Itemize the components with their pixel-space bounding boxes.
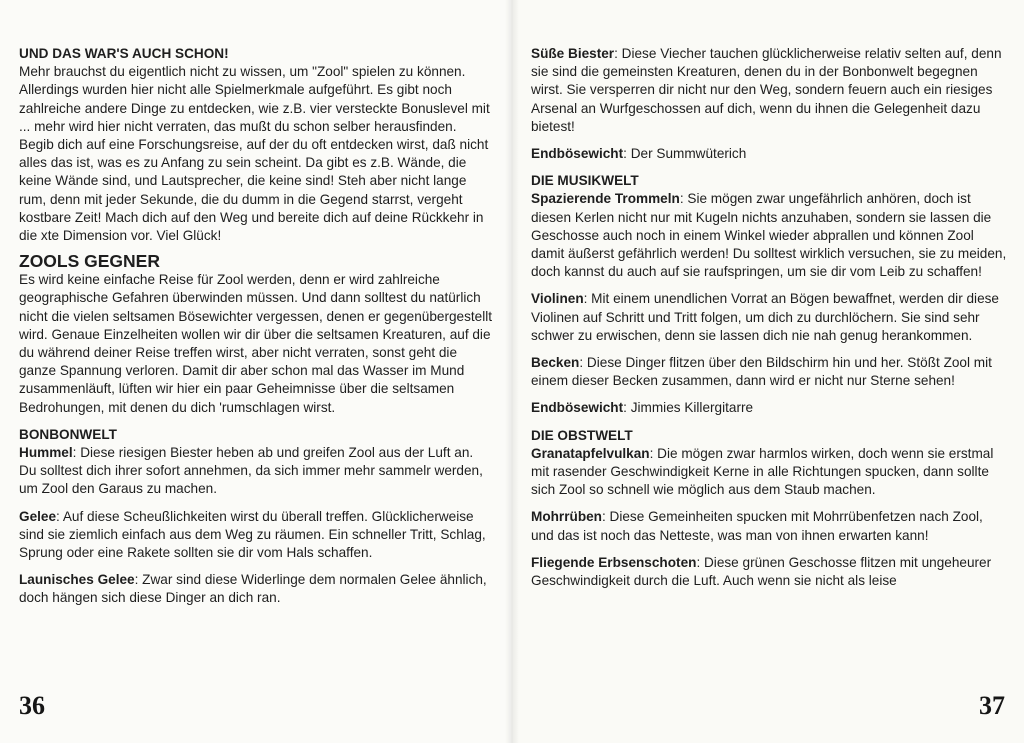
entry-term: Endbösewicht <box>531 146 624 162</box>
entry-term: Launisches Gelee <box>19 572 135 588</box>
entry-mohrrueben <box>531 508 1007 544</box>
page-number-left: 36 <box>19 691 45 720</box>
entry-term: Granatapfelvulkan <box>531 445 650 461</box>
entry-fliegende-erbsenschoten <box>531 554 1007 590</box>
entry-text: : Die mögen zwar harmlos wirken, doch wenn sie erstmal mit rasender Geschwindigkeit Kerne in alle Richtungen spucken, dann sollte sich Zool so schnell wie möglich aus dem Staub machen. <box>531 445 994 498</box>
entry-hummel <box>19 444 493 499</box>
entry-text: : Sie mögen zwar ungefährlich anhören, doch ist diesen Kerlen nicht nur mit Kugeln nichts anzuhaben, sondern sie lassen die Geschosse auch noch in einem Winkel wieder abprallen und können Zool damit äußerst gefährlich werden! Du solltest wirklich versuchen, sie zu meiden, doch kannst du auch auf sie raufspringen, um sie dir vom Leib zu schaffen! <box>531 191 1007 280</box>
intro-heading: UND DAS WAR'S AUCH SCHON! <box>19 46 229 61</box>
entry-term: Gelee <box>19 508 57 524</box>
entry-suesse-biester <box>531 45 1007 136</box>
entry-term: Hummel <box>19 445 73 461</box>
page-number-right: 37 <box>979 691 1005 720</box>
world-heading-bonbon: BONBONWELT <box>19 426 117 442</box>
entry-endboesewicht-music <box>531 399 1007 417</box>
entry-gelee <box>19 508 493 563</box>
entry-text: : Diese Dinger flitzen über den Bildschirm hin und her. Stößt Zool mit einem dieser Becken zusammen, dann wird er nicht nur Sterne sehen! <box>531 355 992 389</box>
entry-text: : Mit einem unendlichen Vorrat an Bögen bewaffnet, werden dir diese Violinen auf Schritt und Tritt folgen, um dich zu durchlöchern. Sie sind sehr schwer zu erwischen, denn sie lassen dich nie nah genug herankommen. <box>531 291 999 343</box>
world-heading-music: DIE MUSIKWELT <box>531 173 639 189</box>
entry-text: : Diese Viecher tauchen glücklicherweise relativ selten auf, denn sie sind die gemeinsten Kreaturen, denen du in der Bonbonwelt begegnen wirst. Sie versperren dir nicht nur den Weg, sondern feuern auch ein riesiges Arsenal an Wurfgeschossen auf dich, wenn du ihnen die Gelegenheit dazu bietest! <box>531 46 1002 134</box>
world-heading-fruit: DIE OBSTWELT <box>531 427 633 443</box>
entry-spazierende-trommeln <box>531 190 1007 281</box>
entry-text: : Diese grünen Geschosse flitzen mit ungeheurer Geschwindigkeit durch die Luft. Auch wenn sie nicht als leise <box>531 554 992 589</box>
entry-text: : Auf diese Scheußlichkeiten wirst du überall treffen. Glücklicherweise sind sie ziemlich einfach aus dem Weg zu räumen. Ein schneller Tritt, Schlag, Sprung oder eine Rakete sollten sie dir vom Hals schaffen. <box>19 508 486 561</box>
entry-text: : Der Summwüterich <box>623 146 747 162</box>
entry-text: : Diese riesigen Biester heben ab und greifen Zool aus der Luft an. Du solltest dich ihrer sofort annehmen, da sich immer mehr sammelr werden, um Zool den Garaus zu machen. <box>19 445 483 497</box>
entry-endboesewicht-bonbon <box>531 145 1007 163</box>
entry-launisches-gelee <box>19 571 493 607</box>
intro-paragraph: Mehr brauchst du eigentlich nicht zu wissen, um "Zool" spielen zu können. Allerdings wurden hier nicht alle Spielmerkmale aufgeführt. Es gibt noch zahlreiche andere Dinge zu entdecken, wie z.B. vier versteckte Bonuslevel mit ... mehr wird hier nicht verraten, das mußt du schon selber herausfinden. Begib dich auf eine Forschungsreise, auf der du oft entdecken wirst, daß nicht alles das ist, was es zu Anfang zu sein scheint. Da gibt es z.B. Wände, die keine Wände sind, und Lautsprecher, die keine sind! Steh aber nicht lange rum, denn mit jeder Sekunde, die du dumm in die Gegend starrst, vergeht kostbare Zeit! Mach dich auf den Weg und bereite dich auf deine Rückkehr in die xte Dimension vor. Viel Glück! <box>19 64 490 244</box>
entry-term: Mohrrüben <box>531 509 602 525</box>
right-column <box>531 45 1007 590</box>
entry-granatapfelvulkan <box>531 445 1007 500</box>
entry-term: Süße Biester <box>531 46 615 61</box>
enemies-paragraph: Es wird keine einfache Reise für Zool werden, denn er wird zahlreiche geographische Gefahren überwinden müssen. Und dann solltest du natürlich nicht die vielen seltsamen Bösewichter vergessen, denen er gegenübergestellt wird. Genaue Einzelheiten wollen wir dir über die seltsamen Kreaturen, auf die du während deiner Reise treffen wirst, aber nicht verraten, sonst geht die ganze Spannung verloren. Damit dir aber schon mal das Wasser im Mund zusammenläuft, lüften wir hier ein paar Geheimnisse über die seltsamen Bedrohungen, mit denen du dich 'rumschlagen wirst. <box>19 272 493 415</box>
entry-term: Fliegende Erbsenschoten <box>531 554 697 570</box>
entry-term: Violinen <box>531 291 584 307</box>
entry-term: Spazierende Trommeln <box>531 191 680 207</box>
left-column <box>19 45 493 608</box>
entry-text: : Jimmies Killergitarre <box>623 400 754 416</box>
entry-becken <box>531 354 1007 390</box>
book-gutter <box>505 0 519 743</box>
entry-text: : Diese Gemeinheiten spucken mit Mohrrübenfetzen nach Zool, und das ist noch das Netteste, was man von ihnen erwarten kann! <box>531 509 983 543</box>
entry-term: Becken <box>531 355 580 371</box>
entry-violinen <box>531 290 1007 345</box>
entry-term: Endbösewicht <box>531 400 624 416</box>
entry-text: : Zwar sind diese Widerlinge dem normalen Gelee ähnlich, doch hängen sich diese Dinger an dich ran. <box>19 572 487 606</box>
enemies-heading: ZOOLS GEGNER <box>19 251 160 272</box>
